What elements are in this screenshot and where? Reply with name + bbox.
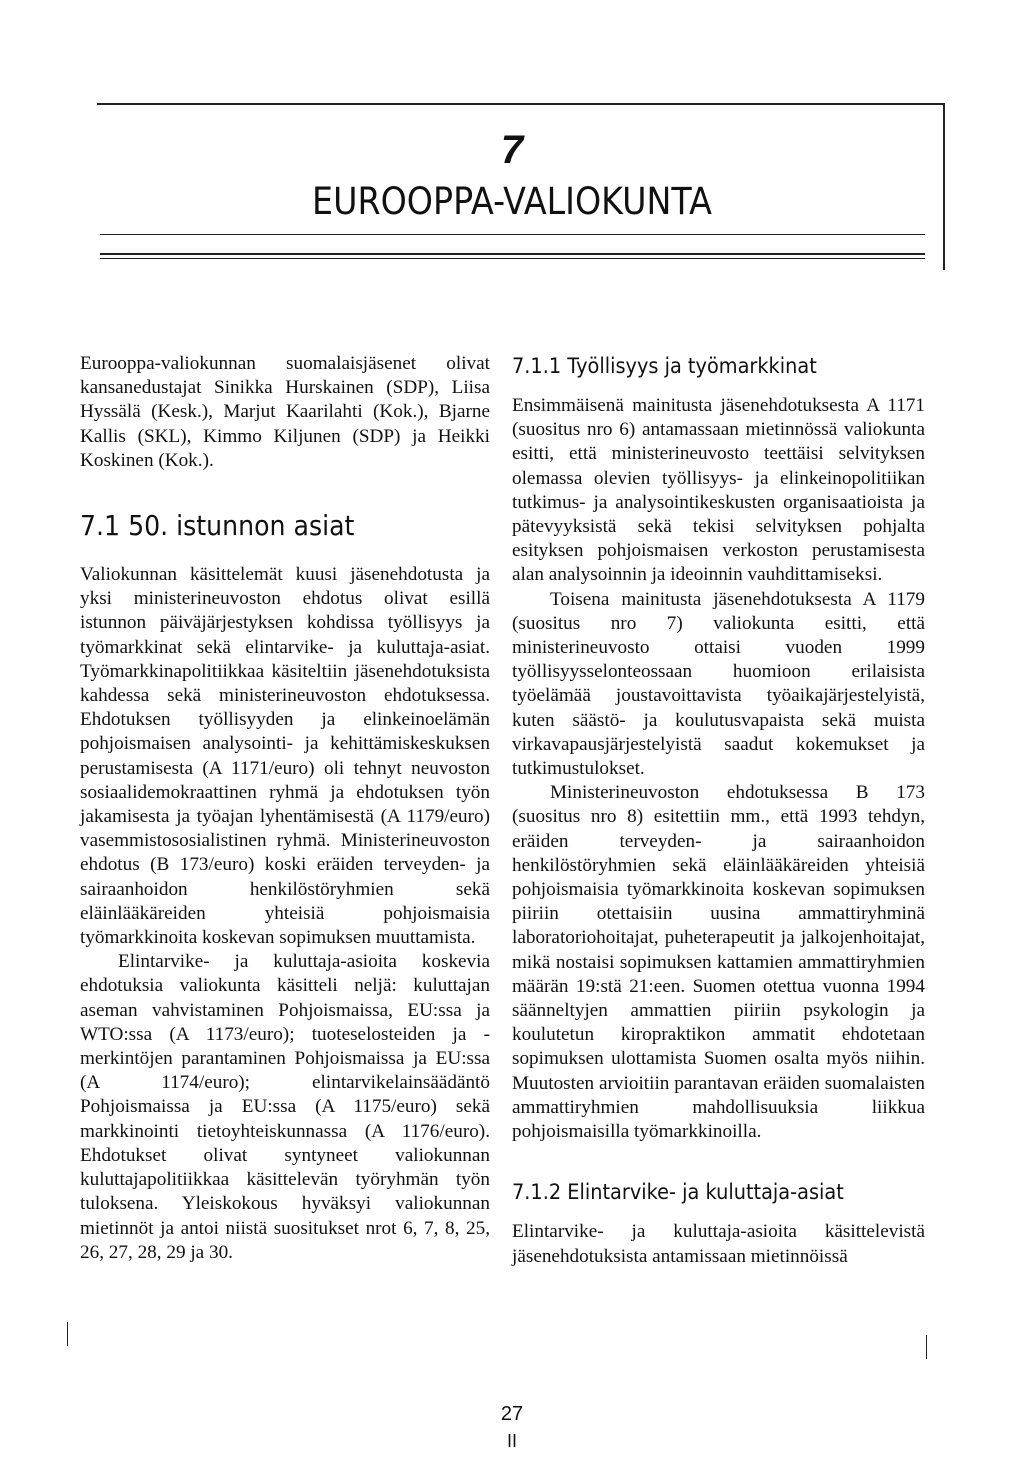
right-margin-bar	[926, 1335, 927, 1359]
title-rule	[100, 234, 925, 235]
section-7-1-2-paragraph-1: Elintarvike- ja kuluttaja-asioita käsittelevistä jäsenehdotuksista antamissaan mietinnöissä	[512, 1221, 925, 1267]
title-double-rule-bottom	[100, 258, 925, 259]
section-heading-7-1-2: 7.1.2 Elintarvike- ja kuluttaja-asiat	[512, 1180, 844, 1205]
chapter-number: 7	[500, 128, 524, 172]
section-heading-7-1: 7.1 50. istunnon asiat	[80, 509, 355, 543]
section-7-1-1-paragraph-3: Ministerineuvoston ehdotuksessa B 173 (suositus nro 8) esitettiin mm., että 1993 tehdyn, eräiden terveyden- ja sairaanhoidon henkilöstöryhmien sekä eläinlääkäreiden yhteisiä pohjoismaisia työmarkkinoita koskevan sopimuksen piiriin otettaisiin uusina ammattiryhminä laboratoriohoitajat, puheterapeutit ja jalkojenhoitajat, mikä nostaisi sopimuksen kattamien ammattiryhmien määrän 19:stä 21:een. Suomen otettua vuonna 1994 säänneltyjen ammattien piiriin psykologin ja koulutetun kiropraktikon ammatit ehdotetaan sopimuksen ulottamista Suomen osalta myös niihin. Muutosten arvioitiin parantavan eräiden suomalaisten ammattiryhmien mahdollisuuksia liikkua pohjoismaisilla työmarkkinoilla.	[512, 782, 925, 1143]
title-double-rule-top	[100, 253, 925, 255]
intro-paragraph: Eurooppa-valiokunnan suomalaisjäsenet olivat kansanedustajat Sinikka Hurskainen (SDP), Liisa Hyssälä (Kesk.), Marjut Kaarilahti (Kok.), Bjarne Kallis (SKL), Kimmo Kiljunen (SDP) ja Heikki Koskinen (Kok.).	[80, 353, 490, 471]
section-7-1-1-paragraph-1: Ensimmäisenä mainitusta jäsenehdotuksesta A 1171 (suositus nro 6) antamassaan mietinnössä valiokunta esitti, että ministerineuvosto teettäisi selvityksen olemassa olevien työllisyys- ja elinkeinopolitiikan tutkimus- ja analysointikeskusten organisaatioista ja pätevyyksistä sekä tekisi selvityksen pohjalta esityksen pohjoismaisen verkoston perustamisesta alan analysoinnin ja ideoinnin vauhdittamiseksi.	[512, 395, 925, 586]
section-7-1-paragraph-2: Elintarvike- ja kuluttaja-asioita koskevia ehdotuksia valiokunta käsitteli neljä: kuluttajan aseman vahvistaminen Pohjoismaissa, EU:ssa ja WTO:ssa (A 1173/euro); tuoteselosteiden ja -merkintöjen parantaminen Pohjoismaissa ja EU:ssa (A 1174/euro); elintarvikelainsäädäntö Pohjoismaissa ja EU:ssa (A 1175/euro) sekä markkinointi tietoyhteiskunnassa (A 1176/euro). Ehdotukset olivat syntyneet valiokunnan kuluttajapolitiikkaa käsittelevän työryhmän työn tuloksena. Yleiskokous hyväksyi valiokunnan mietinnöt ja antoi niistä suositukset nrot 6, 7, 8, 25, 26, 27, 28, 29 ja 30.	[80, 951, 490, 1263]
section-7-1-1-paragraph-2: Toisena mainitusta jäsenehdotuksesta A 1179 (suositus nro 7) valiokunta esitti, että ministerineuvosto ottaisi vuoden 1999 työllisyysselonteossaan huomioon erilaisista työelämää joustavoittavista työaikajärjestelyistä, kuten säästö- ja koulutusvapaista sekä muista virkavapausjärjestelyistä saadut kokemukset ja tutkimustulokset.	[512, 588, 925, 780]
page-number: 27	[500, 1403, 524, 1425]
section-heading-7-1-1: 7.1.1 Työllisyys ja työmarkkinat	[512, 354, 817, 378]
section-7-1-paragraph-1: Valiokunnan käsittelemät kuusi jäsenehdotusta ja yksi ministerineuvoston ehdotus olivat esillä istunnon päiväjärjestyksen kohdissa työllisyys ja työmarkkinat sekä elintarvike- ja kuluttaja-asiat. Työmarkkinapolitiikkaa käsiteltiin jäsenehdotuksista kahdessa sekä ministerineuvoston ehdotuksessa. Ehdotuksen työllisyyden ja elinkeinoelämän pohjoismaisen analysointi- ja kehittämiskeskuksen perustamisesta (A 1171/euro) oli tehnyt neuvoston sosiaalidemokraattinen ryhmä ja ehdotuksen työn jakamisesta ja työajan lyhentämisestä (A 1179/euro) vasemmistososialistinen ryhmä. Ministerineuvoston ehdotus (B 173/euro) koski eräiden terveyden- ja sairaanhoidon henkilöstöryhmien sekä eläinlääkäreiden yhteisiä pohjoismaisia työmarkkinoita koskevan sopimuksen muuttamista.	[80, 564, 490, 949]
right-column	[512, 352, 925, 1269]
left-column	[80, 352, 490, 1265]
frame-top-border	[97, 103, 945, 105]
chapter-title: EUROOPPA-VALIOKUNTA	[312, 180, 712, 223]
left-margin-bar	[67, 1322, 68, 1346]
roman-numeral-footer: II	[506, 1431, 517, 1451]
